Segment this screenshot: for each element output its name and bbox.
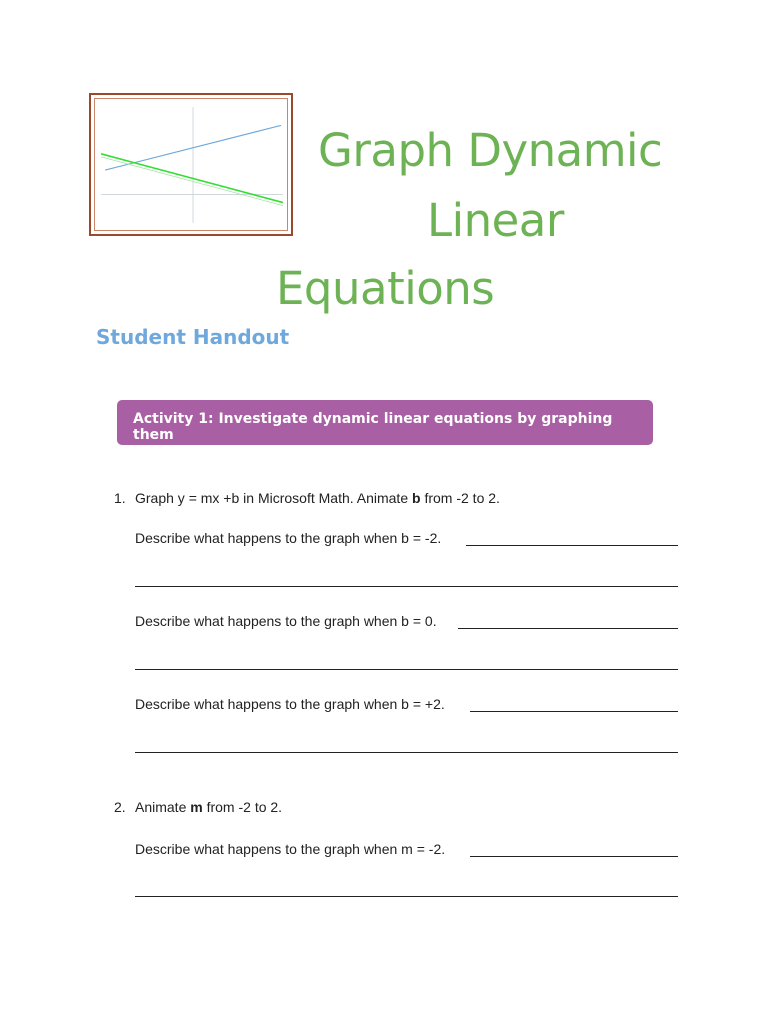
page-title-line-3: Equations [276,262,495,315]
answer-line[interactable] [135,896,678,897]
question-1-prompt-2: Describe what happens to the graph when b = 0. [135,613,437,629]
question-2-intro [135,798,282,816]
question-number-1: 1. [114,490,126,506]
question-1-intro [135,489,500,507]
graph-thumbnail [89,93,293,236]
question-2-intro-prefix: Animate [135,799,191,815]
answer-line-inline[interactable] [470,711,678,712]
question-2-prompt-1: Describe what happens to the graph when m = -2. [135,841,446,857]
question-1-prompt-1: Describe what happens to the graph when b = -2. [135,530,442,546]
answer-line-inline[interactable] [458,628,678,629]
question-1-prompt-3: Describe what happens to the graph when b = +2. [135,696,445,712]
page-title-line-2: Linear [427,194,564,247]
line-green [101,154,283,203]
question-2-intro-bold: m [190,799,203,815]
question-2-intro-suffix: from -2 to 2. [202,799,283,815]
question-1-intro-suffix: from -2 to 2. [420,490,500,506]
answer-line-inline[interactable] [470,856,678,857]
subtitle: Student Handout [96,325,290,349]
question-1-intro-prefix: Graph y = mx +b in Microsoft Math. Animate [135,490,412,506]
activity-label: Activity 1: Investigate dynamic linear equations by graphing them [133,411,613,443]
answer-line-inline[interactable] [466,545,678,546]
answer-line[interactable] [135,586,678,587]
answer-line[interactable] [135,752,678,753]
answer-line[interactable] [135,669,678,670]
page-title-line-1: Graph Dynamic [318,124,663,177]
question-number-2: 2. [114,799,126,815]
question-1-intro-bold: b [412,490,421,506]
activity-banner [117,400,653,445]
graph-illustration [95,99,287,230]
